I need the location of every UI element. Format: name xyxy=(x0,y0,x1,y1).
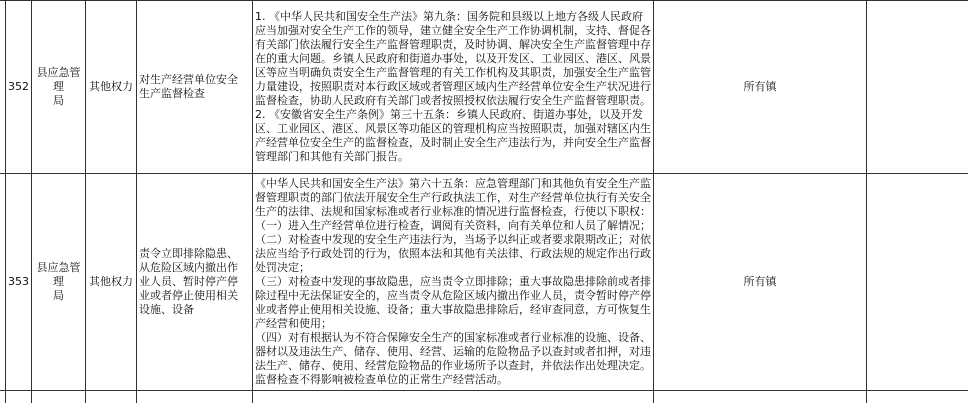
power-type-cell: 其他权力 xyxy=(86,1,137,174)
blank-cell xyxy=(867,1,968,174)
implementing-level-cell: 所有镇 xyxy=(654,174,867,391)
row-number-cell: 353 xyxy=(6,174,32,391)
table-row xyxy=(0,174,968,391)
blank-cell xyxy=(867,391,968,404)
table-row xyxy=(0,391,968,404)
legal-basis-cell xyxy=(253,1,654,174)
power-item-cell: 对生产经营单位安全 生产监督检查 xyxy=(137,1,253,174)
department-cell: 县应急管理 局 xyxy=(32,174,86,391)
legal-basis-paragraph: （二）对检查中发现的安全生产违法行为，当场予以纠正或者要求限期改正；对依法应当给予行政处罚的行为，依照本法和其他有关法律、行政法规的规定作出行政处罚决定； xyxy=(255,233,651,274)
blank-cell xyxy=(253,391,654,404)
power-type-cell: 其他权力 xyxy=(86,174,137,391)
blank-cell xyxy=(867,174,968,391)
legal-basis-cell xyxy=(253,174,654,391)
legal-basis-paragraph: 监督检查不得影响被检查单位的正常生产经营活动。 xyxy=(255,373,508,386)
legal-basis-paragraph: 1. 《中华人民共和国安全生产法》第九条：国务院和县级以上地方各级人民政府应当加强对安全生产工作的领导，建立健全安全生产工作协调机制，支持、督促各有关部门依法履行安全生产监督管理职责，及时协调、解决安全生产监督管理中存在的重大问题。乡镇人民政府和街道办事处，以及开发区、工业园区、港区、风景区等应当明确负责安全生产监督管理的有关工作机构及其职责，加强安全生产监管力量建设，按照职责对本行政区域或者管理区域内生产经营单位安全生产状况进行监督检查，协助人民政府有关部门或者按照授权依法履行安全生产监督管理职责。 xyxy=(255,10,651,107)
legal-basis-paragraph: （三）对检查中发现的事故隐患，应当责令立即排除；重大事故隐患排除前或者排除过程中无法保证安全的，应当责令从危险区域内撤出作业人员，责令暂时停产停业或者停止使用相关设施、设备；重大事故隐患排除后，经审查同意，方可恢复生产经营和使用； xyxy=(255,275,651,330)
blank-cell xyxy=(32,391,86,404)
row-number-cell: 352 xyxy=(6,1,32,174)
department-cell: 县应急管理 局 xyxy=(32,1,86,174)
power-item-cell: 责令立即排除隐患、 从危险区域内撤出作 业人员、暂时停产停 业或者停止使用相关 设施、设备 xyxy=(137,174,253,391)
legal-basis-paragraph: 2. 《安徽省安全生产条例》第三十五条：乡镇人民政府、街道办事处，以及开发区、工业园区、港区、风景区等功能区的管理机构应当按照职责，加强对辖区内生产经营单位安全生产的监督检查，及时制止安全生产违法行为，并向安全生产监督管理部门和其他有关部门报告。 xyxy=(255,108,651,163)
legal-basis-paragraph: 《中华人民共和国安全生产法》第六十五条：应急管理部门和其他负有安全生产监督管理职责的部门依法开展安全生产行政执法工作，对生产经营单位执行有关安全生产的法律、法规和国家标准或者行业标准的情况进行监督检查，行使以下职权： xyxy=(255,177,651,218)
legal-basis-paragraph: （四）对有根据认为不符合保障安全生产的国家标准或者行业标准的设施、设备、器材以及违法生产、储存、使用、经营、运输的危险物品予以查封或者扣押，对违法生产、储存、使用、经营危险物品的作业场所予以查封，并依法作出处理决定。 xyxy=(255,331,651,372)
blank-cell xyxy=(86,391,137,404)
implementing-level-cell: 所有镇 xyxy=(654,1,867,174)
legal-basis-paragraph: （一）进入生产经营单位进行检查，调阅有关资料，向有关单位和人员了解情况； xyxy=(255,219,651,232)
blank-cell xyxy=(6,391,32,404)
table-row xyxy=(0,1,968,174)
blank-cell xyxy=(654,391,867,404)
blank-cell xyxy=(137,391,253,404)
